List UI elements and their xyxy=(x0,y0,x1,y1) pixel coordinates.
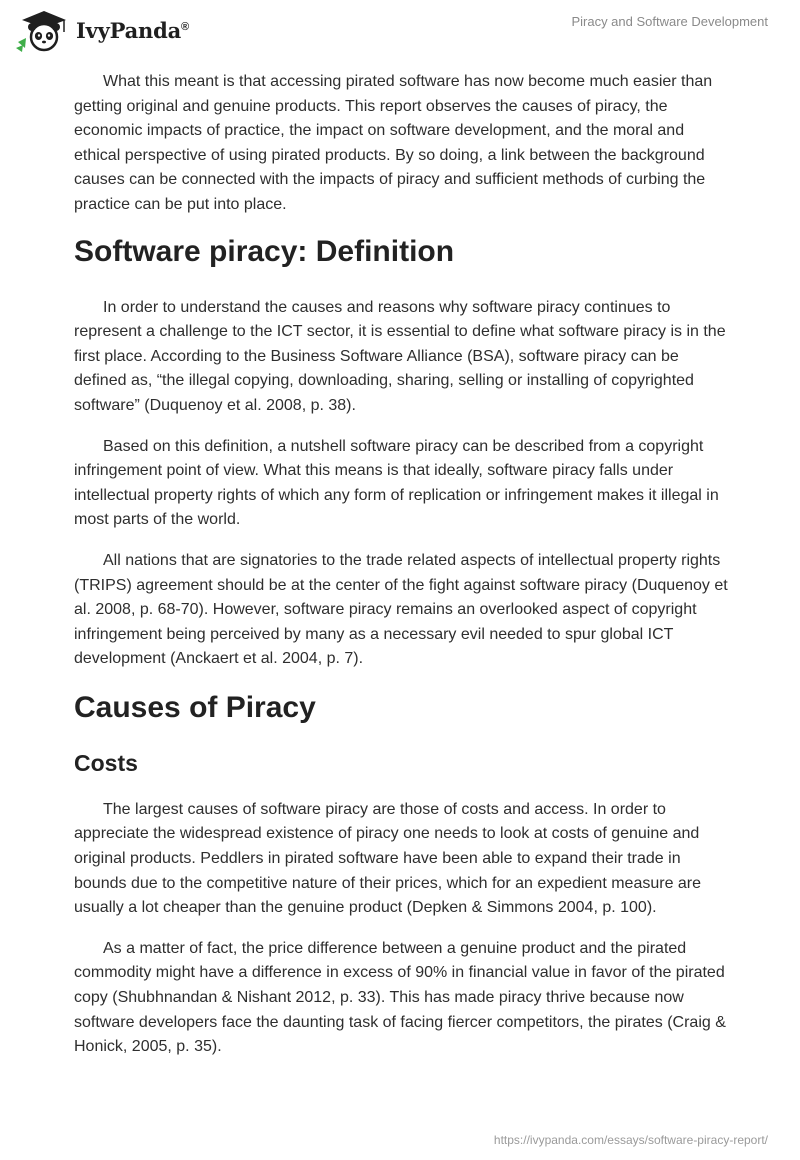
paragraph-costs-2: As a matter of fact, the price difference between a genuine product and the pirated commodity might have a difference in excess of 90% in financial value in favor of the pirated copy (Shubhnandan & Nishant 2012, p. 33). This has made piracy thrive because now software developers face the daunting task of facing fiercer competitors, the pirates (Craig & Honick, 2005, p. 35). xyxy=(74,939,726,1056)
paragraph-definition-1: In order to understand the causes and reasons why software piracy continues to represent a challenge to the ICT sector, it is essential to define what software piracy is in the first place. According to the Business Software Alliance (BSA), software piracy can be defined as, “the illegal copying, downloading, sharing, selling or installing of copyrighted software” (Duquenoy et al. 2008, p. 38). xyxy=(74,298,726,414)
panda-graduate-icon xyxy=(14,8,70,52)
heading-software-piracy-definition: Software piracy: Definition xyxy=(74,234,455,268)
paragraph-definition-2: Based on this definition, a nutshell software piracy can be described from a copyright infringement point of view. What this means is that ideally, software piracy falls under intellectual property rights of which any form of replication or infringement makes it illegal in most parts of the world. xyxy=(74,437,719,529)
heading-costs: Costs xyxy=(74,749,138,776)
paragraph-costs-1: The largest causes of software piracy are those of costs and access. In order to appreciate the widespread existence of piracy one needs to look at costs of genuine and original products. Peddlers in pirated software have been able to expand their trade in bounds due to the competitive nature of their prices, which for an expedient measure are usually a lot cheaper than the genuine product (Depken & Simmons 2004, p. 100). xyxy=(74,800,702,917)
heading-causes-of-piracy: Causes of Piracy xyxy=(74,690,316,724)
document-title: Piracy and Software Development xyxy=(571,14,768,29)
brand-logo[interactable] xyxy=(14,8,189,52)
brand-name: IvyPanda® xyxy=(76,17,189,43)
document-body xyxy=(74,70,734,1076)
source-url[interactable]: https://ivypanda.com/essays/software-piracy-report/ xyxy=(493,1133,768,1147)
paragraph-definition-3: All nations that are signatories to the trade related aspects of intellectual property rights (TRIPS) agreement should be at the center of the fight against software piracy (Duquenoy et al. 2008, p. 68-70). However, software piracy remains an overlooked aspect of copyright infringement being perceived by many as a necessary evil needed to spur global ICT development (Anckaert et al. 2004, p. 7). xyxy=(74,551,728,668)
page-header xyxy=(0,0,800,70)
paragraph-intro: What this meant is that accessing pirated software has now become much easier than getting original and genuine products. This report observes the causes of piracy, the economic impacts of practice, the impact on software development, and the moral and ethical perspective of using pirated products. By so doing, a link between the background causes can be connected with the impacts of piracy and sufficient methods of curbing the practice can be put into place. xyxy=(74,73,713,213)
